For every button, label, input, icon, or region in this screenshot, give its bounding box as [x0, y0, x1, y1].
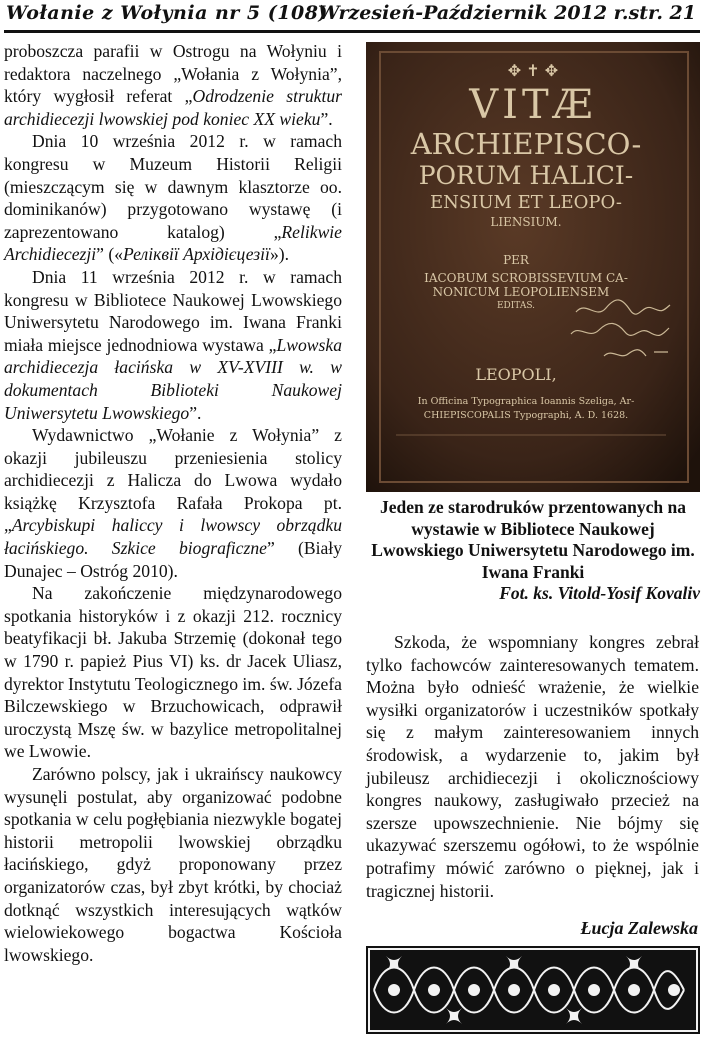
title-line-1: VITÆ: [469, 82, 597, 128]
paragraph-6: Zarówno polscy, jak i ukraińscy naukowcy wysunęli postulat, aby organizować podobne spotkania w celu pogłębiania niezwykle bogatej historii metropolii lwowskiej obrządku łacińskiego, gdyż proponowany przez organizatorów czas, był zbyt krótki, by chociaż dotknąć wszystkich interesujących wątków wielowiekowego bogactwa Kościoła lwowskiego.: [4, 764, 342, 965]
caption-text: Jeden ze starodruków przentowanych na wystawie w Bibliotece Naukowej Lwowskiego Uniwersytetu Narodowego im. Iwana Franki: [371, 497, 695, 582]
paragraph-1: proboszcza parafii w Ostrogu na Wołyniu i redaktora naczelnego „Wołania z Wołynia”, który wygłosił referat „Odrodzenie struktur archidiecezji lwowskiej pod koniec XX wieku”.: [4, 41, 342, 129]
decorative-border-ornament: [366, 946, 700, 1034]
book-title-page-photo: [366, 42, 700, 492]
title-line-5: LIENSIUM.: [490, 215, 562, 229]
right-column: [366, 631, 699, 902]
paragraph-3: Dnia 11 września 2012 r. w ramach kongresu w Bibliotece Naukowej Lwowskiego Uniwersytetu Narodowego im. Iwana Franki miała miejsce jednodniowa wystawa „Lwowska archidiecezja łacińska w XV-XVIII w. w dokumentach Biblioteki Naukowej Uniwersytetu Lwowskiego”.: [4, 266, 342, 423]
left-column: [4, 40, 342, 966]
ornament-pattern: [366, 946, 700, 1034]
closing-paragraph: Szkoda, że wspomniany kongres zebrał tylko fachowców zainteresowanych tematem. Można było odnieść wrażenie, że wielkie wysiłki organizatorów i uczestników spotkały się z małym zainteresowaniem innych środowisk, a wydarzenie to, jakim był jubileusz archidiecezji i okolicznościowy kongres naukowy, zasługiwało przecież na szersze upowszechnienie. Nie bójmy się ukazywać szerszemu ogółowi, to że wspólnie potrafimy mówić zarówno o pięknej, jak i tragicznej historii.: [366, 632, 699, 901]
page-header: [4, 0, 700, 33]
title-line-10: LEOPOLI,: [475, 365, 557, 384]
title-line-12: CHIEPISCOPALIS Typographi, A. D. 1628.: [423, 410, 629, 421]
paragraph-4: Wydawnictwo „Wołanie z Wołynia” z okazji jubileuszu przeniesienia stolicy archidiecezji z Halicza do Lwowa wydało książkę Krzysztofa Rafała Prokopa pt. „Arcybiskupi haliccy i lwowscy obrządku łacińskiego. Szkice biograficzne” (Biały Dunajec – Ostróg 2010).: [4, 425, 342, 581]
title-line-11: In Officina Typographica Ioannis Szeliga, Ar-: [417, 396, 635, 407]
title-line-3: PORUM HALICI-: [418, 161, 634, 190]
paragraph-2: Dnia 10 września 2012 r. w ramach kongresu w Muzeum Historii Religii (mieszczącym się w dawnym klasztorze oo. dominikanów) przygotowano wystawę (i zaprezentowano katalog) „Relikwie Archidiecezji” («Реліквії Архідієцезії»).: [4, 131, 342, 265]
title-page-image: [366, 42, 700, 492]
journal-title: Wołanie z Wołynia nr 5 (108): [6, 2, 328, 24]
title-page-ornament: ✥ ✝ ✥: [507, 61, 559, 80]
photo-caption: [366, 497, 700, 605]
title-line-6: PER: [503, 253, 529, 267]
title-line-8: NONICUM LEOPOLIENSEM: [432, 285, 610, 299]
page-number: str. 21: [628, 2, 696, 24]
title-line-2: ARCHIEPISCO-: [410, 127, 642, 161]
author-signature: Łucja Zalewska: [580, 918, 698, 938]
photo-credit: Fot. ks. Vitold-Yosif Kovaliv: [499, 583, 700, 603]
issue-date: Wrzesień-Październik 2012 r.: [318, 2, 629, 24]
title-line-4: ENSIUM ET LEOPO-: [430, 192, 622, 213]
title-line-7: IACOBUM SCROBISSEVIUM CA-: [424, 271, 628, 285]
title-line-9: EDITAS.: [496, 301, 536, 311]
paragraph-5: Na zakończenie międzynarodowego spotkania historyków i z okazji 212. rocznicy beatyfikacji bł. Jakuba Strzemię (dokonał tego w 1790 r. papież Pius VI) ks. dr Jacek Uliasz, dyrektor Instytutu Teologicznego im. św. Józefa Bilczewskiego w Brzuchowicach, odprawił uroczystą Mszę św. w bazylice metropolitalnej we Lwowie.: [4, 583, 342, 762]
